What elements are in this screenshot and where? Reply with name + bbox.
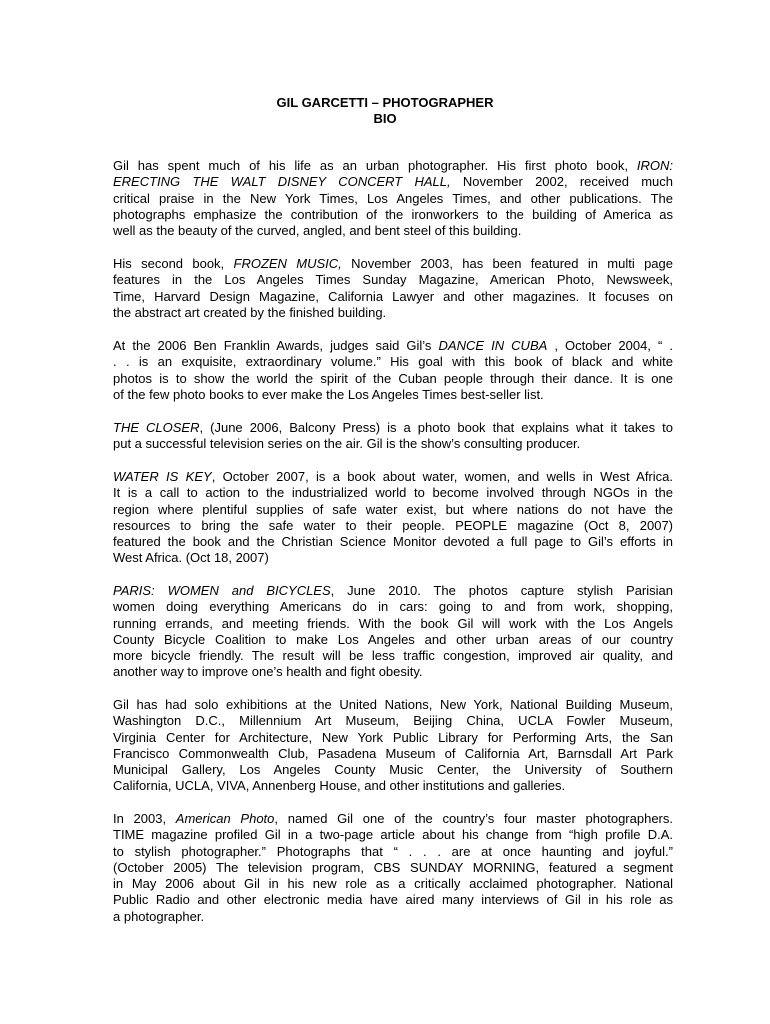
- text-segment: , (June 2006, Balcony Press) is a photo book that explains what it takes to: [199, 420, 673, 435]
- text-line: [113, 436, 673, 452]
- text-segment: put a successful television series on the air. Gil is the show’s consulting producer.: [113, 436, 581, 452]
- text-line: [113, 305, 673, 321]
- text-line: [113, 420, 673, 436]
- text-segment: Virginia Center for Architecture, New York Public Library for Performing Arts, the San: [113, 729, 673, 745]
- text-line: [113, 387, 673, 403]
- text-segment: of the few photo books to ever make the Los Angeles Times best-seller list.: [113, 386, 544, 402]
- text-segment: . . is an exquisite, extraordinary volume.” His goal with this book of black and white: [113, 354, 673, 370]
- text-line: [113, 616, 673, 632]
- text-segment: photos is to show the world the spirit of the Cuban people through their dance. It is one: [113, 370, 673, 386]
- text-line: [113, 550, 673, 566]
- text-line: [113, 599, 673, 615]
- text-segment: Gil has spent much of his life as an urban photographer. His first photo book,: [113, 158, 637, 173]
- text-line: [113, 892, 673, 908]
- text-segment: Francisco Commonwealth Club, Pasadena Museum of California Art, Barnsdall Art Park: [113, 745, 673, 761]
- text-segment: features in the Los Angeles Times Sunday Magazine, American Photo, Newsweek,: [113, 272, 673, 288]
- text-line: [113, 697, 673, 713]
- text-line: [113, 534, 673, 550]
- text-line: [113, 191, 673, 207]
- text-segment: running errands, and meeting friends. With the book Gil will work with the Los Angels: [113, 615, 673, 631]
- paragraph-water-is-key: [113, 469, 673, 567]
- text-line: [113, 811, 673, 827]
- text-segment: women doing everything Americans do in cars: going to and from work, shopping,: [113, 599, 673, 615]
- italic-title-text: American Photo: [175, 811, 275, 826]
- document-title: GIL GARCETTI – PHOTOGRAPHER: [276, 95, 494, 110]
- text-line: [113, 207, 673, 223]
- text-line: [113, 664, 673, 680]
- text-line: [113, 713, 673, 729]
- text-line: [113, 502, 673, 518]
- text-line: [113, 778, 673, 794]
- text-segment: featured the book and the Christian Science Monitor devoted a full page to Gil’s efforts in: [113, 534, 673, 550]
- text-line: [113, 174, 673, 190]
- paragraph-the-closer: [113, 420, 673, 453]
- italic-title-text: IRON:: [636, 158, 673, 173]
- italic-title-text: WATER IS KEY: [113, 469, 212, 484]
- italic-title-text: PARIS: WOMEN and BICYCLES: [113, 583, 331, 598]
- text-segment: November 2002, received much: [450, 174, 674, 190]
- text-line: [113, 876, 673, 892]
- text-segment: West Africa. (Oct 18, 2007): [113, 550, 269, 566]
- text-line: [113, 223, 673, 239]
- text-line: [113, 338, 673, 354]
- text-line: [113, 844, 673, 860]
- text-line: [113, 730, 673, 746]
- text-segment: Washington D.C., Millennium Art Museum, Beijing China, UCLA Fowler Museum,: [113, 713, 673, 729]
- text-line: [113, 827, 673, 843]
- text-segment: , October 2004, “ .: [547, 338, 673, 353]
- text-line: [113, 746, 673, 762]
- text-line: [113, 485, 673, 501]
- text-segment: His second book,: [113, 256, 234, 271]
- text-line: [113, 272, 673, 288]
- paragraph-frozen-music: [113, 256, 673, 321]
- text-segment: TIME magazine profiled Gil in a two-page article about his change from “high profile D.A.: [113, 827, 673, 843]
- text-segment: Municipal Gallery, Los Angeles County Music Center, the University of Southern: [113, 762, 673, 778]
- text-segment: photographs emphasize the contribution of the ironworkers to the building of America as: [113, 206, 673, 222]
- text-segment: to stylish photographer.” Photographs that “ . . . are at once haunting and joyful.”: [113, 843, 673, 859]
- text-line: [113, 371, 673, 387]
- text-segment: November 2003, has been featured in multi page: [341, 256, 673, 271]
- text-segment: , October 2007, is a book about water, women, and wells in West Africa.: [211, 469, 673, 484]
- text-line: [113, 469, 673, 485]
- italic-title-text: ERECTING THE WALT DISNEY CONCERT HALL,: [113, 174, 451, 190]
- text-segment: Gil has had solo exhibitions at the United Nations, New York, National Building Museum,: [113, 697, 673, 712]
- text-line: [113, 583, 673, 599]
- text-line: [113, 158, 673, 174]
- text-segment: another way to improve one’s health and fight obesity.: [113, 664, 423, 680]
- text-segment: At the 2006 Ben Franklin Awards, judges said Gil’s: [113, 338, 439, 353]
- text-segment: , named Gil one of the country’s four master photographers.: [274, 811, 673, 826]
- text-segment: (October 2005) The television program, CBS SUNDAY MORNING, featured a segment: [113, 859, 673, 875]
- text-segment: resources to bring the safe water to their people. PEOPLE magazine (Oct 8, 2007): [113, 517, 673, 533]
- text-segment: County Bicycle Coalition to make Los Angeles and other urban areas of our country: [113, 631, 673, 647]
- text-segment: more bicycle friendly. The result will be less traffic congestion, improved air quality, and: [113, 648, 673, 664]
- text-line: [113, 354, 673, 370]
- text-segment: Public Radio and other electronic media have aired many interviews of Gil in his role as: [113, 892, 673, 908]
- italic-title-text: THE CLOSER: [113, 420, 200, 435]
- text-segment: Time, Harvard Design Magazine, California Lawyer and other magazines. It focuses on: [113, 288, 673, 304]
- text-segment: well as the beauty of the curved, angled, and bent steel of this building.: [113, 223, 522, 239]
- text-line: [113, 909, 673, 925]
- italic-title-text: DANCE IN CUBA: [438, 338, 548, 353]
- paragraph-dance-in-cuba: [113, 338, 673, 403]
- paragraph-iron-book: [113, 158, 673, 239]
- text-segment: It is a call to action to the industrialized world to become involved through NGOs in the: [113, 485, 673, 501]
- paragraph-media-coverage: [113, 811, 673, 925]
- text-segment: California, UCLA, VIVA, Annenberg House, and other institutions and galleries.: [113, 778, 566, 794]
- text-line: [113, 632, 673, 648]
- text-segment: in May 2006 about Gil in his new role as a critically acclaimed photographer. National: [113, 876, 673, 892]
- text-line: [113, 860, 673, 876]
- text-segment: , June 2010. The photos capture stylish Parisian: [330, 583, 673, 598]
- text-line: [113, 289, 673, 305]
- text-segment: critical praise in the New York Times, Los Angeles Times, and other publications. The: [113, 190, 673, 206]
- document-subtitle: BIO: [373, 111, 397, 126]
- paragraph-paris-women-bicycles: [113, 583, 673, 681]
- text-line: [113, 518, 673, 534]
- text-segment: a photographer.: [113, 908, 205, 924]
- text-line: [113, 648, 673, 664]
- italic-title-text: FROZEN MUSIC,: [233, 256, 342, 271]
- text-segment: the abstract art created by the finished building.: [113, 304, 387, 320]
- text-line: [113, 762, 673, 778]
- paragraph-exhibitions: [113, 697, 673, 795]
- text-line: [113, 256, 673, 272]
- text-segment: In 2003,: [113, 811, 176, 826]
- text-segment: region where plentiful supplies of safe water exist, but where nations do not have the: [113, 501, 673, 517]
